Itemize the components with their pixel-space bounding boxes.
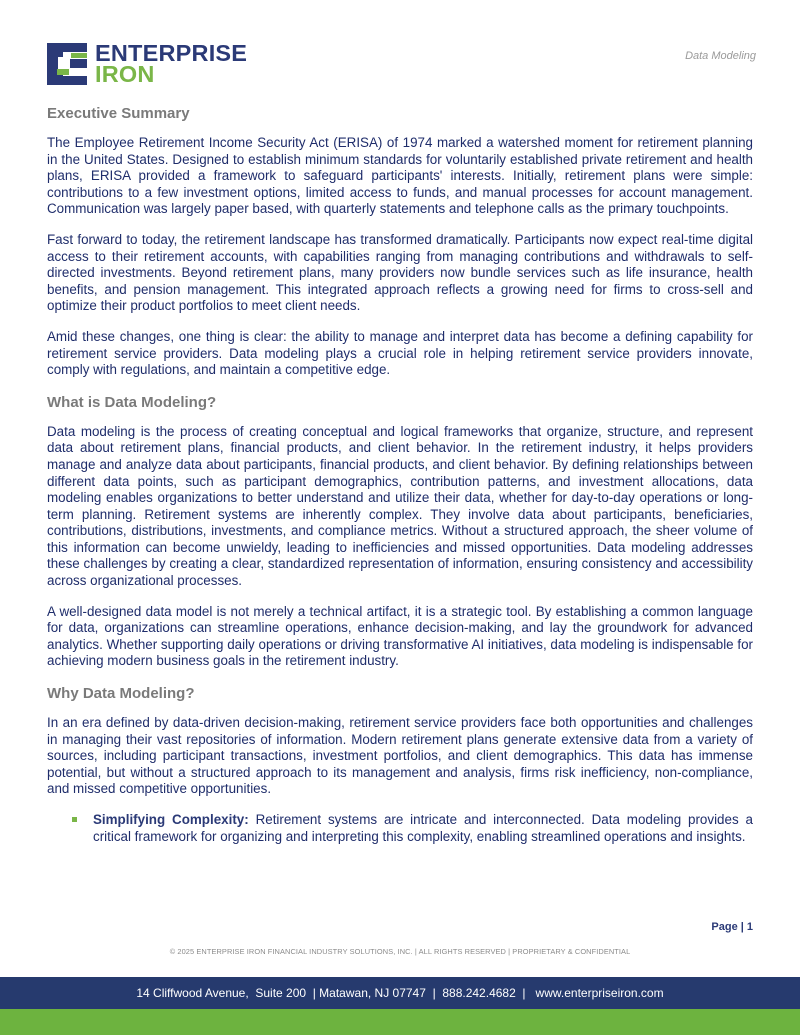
page-number: Page | 1 [711,921,753,933]
what-is-data-modeling-heading: What is Data Modeling? [47,393,217,411]
enterprise-iron-logo-icon [47,43,87,85]
executive-summary-heading: Executive Summary [47,105,190,122]
copyright-notice: © 2025 ENTERPRISE IRON FINANCIAL INDUSTRY SOLUTIONS, INC. | ALL RIGHTS RESERVED | PROPRIETARY & CONFIDENTIAL [169,947,631,956]
bullet-term: Simplifying Complexity: [93,812,249,827]
executive-summary-paragraph-1: The Employee Retirement Income Security Act (ERISA) of 1974 marked a watershed moment for retirement planning in the United States. Designed to establish minimum standards for voluntarily established private retirement and health plans, ERISA provided a framework to safeguard participants' interests. Initially, retirement plans were simple: contributions to a few investment options, limited access to funds, and manual processes for account management. Communication was largely paper based, with quarterly statements and telephone calls as the primary touchpoints. [47,135,753,217]
why-paragraph-1: In an era defined by data-driven decision-making, retirement service providers face both opportunities and challenges in managing their vast repositories of information. Modern retirement plans generate extensive data from a variety of sources, including participant transactions, investment portfolios, and client demographics. This data has immense potential, but without a structured approach to its management and analysis, firms risk inefficiency, non-compliance, and missed competitive opportunities. [47,715,753,797]
footer-address-bar: 14 Cliffwood Avenue, Suite 200 | Matawan, NJ 07747 | 888.242.4682 | www.enterpriseiron.com [0,977,800,1009]
logo-line2: IRON [95,61,155,87]
square-bullet-icon [72,817,77,822]
document-title: Data Modeling [685,50,756,62]
why-bullet-list [47,812,753,845]
bullet-text: Retirement systems are intricate and interconnected. Data modeling provides a critical framework for organizing and interpreting this complexity, enabling streamlined operations and insights. [93,812,753,844]
logo-line1: ENTERPRISE [95,40,248,66]
document-body [47,104,753,845]
footer-accent-stripe [0,1009,800,1035]
executive-summary-paragraph-2: Fast forward to today, the retirement landscape has transformed dramatically. Participants now expect real-time digital access to their retirement accounts, with capabilities ranging from managing contributions and withdrawals to self-directed investments. Beyond retirement plans, many providers now bundle services such as life insurance, health benefits, and pension management. This integrated approach reflects a growing need for firms to cross-sell and optimize their product portfolios to meet client needs. [47,231,753,314]
logo-wordmark [95,40,248,87]
why-data-modeling-heading: Why Data Modeling? [47,685,195,703]
executive-summary-paragraph-3: Amid these changes, one thing is clear: the ability to manage and interpret data has become a defining capability for retirement service providers. Data modeling plays a crucial role in helping retirement service providers innovate, comply with regulations, and maintain a competitive edge. [47,328,753,378]
list-item [47,812,753,845]
what-is-paragraph-1: Data modeling is the process of creating conceptual and logical frameworks that organize, structure, and represent data about retirement plans, financial products, and client behavior. In the retirement industry, it helps providers manage and analyze data about participants, financial products, and client behavior. By defining relationships between different data points, such as participant demographics, contribution patterns, and investment allocations, data modeling enables organizations to better understand and utilize their data, whether for day-to-day operations or long-term planning. Retirement systems are inherently complex. They involve data about participants, beneficiaries, contributions, distributions, investments, and compliance metrics. Without a structured approach, the sheer volume of this information can become unwieldy, leading to inefficiencies and missed opportunities. Data modeling addresses these challenges by creating a clear, standardized representation of information, ensuring consistency and accessibility across organizational processes. [47,423,753,589]
what-is-paragraph-2: A well-designed data model is not merely a technical artifact, it is a strategic tool. By establishing a common language for data, organizations can streamline operations, enhance decision-making, and lay the groundwork for advanced analytics. Whether supporting daily operations or driving transformative AI initiatives, data modeling is indispensable for achieving modern business goals in the retirement industry. [47,603,753,669]
